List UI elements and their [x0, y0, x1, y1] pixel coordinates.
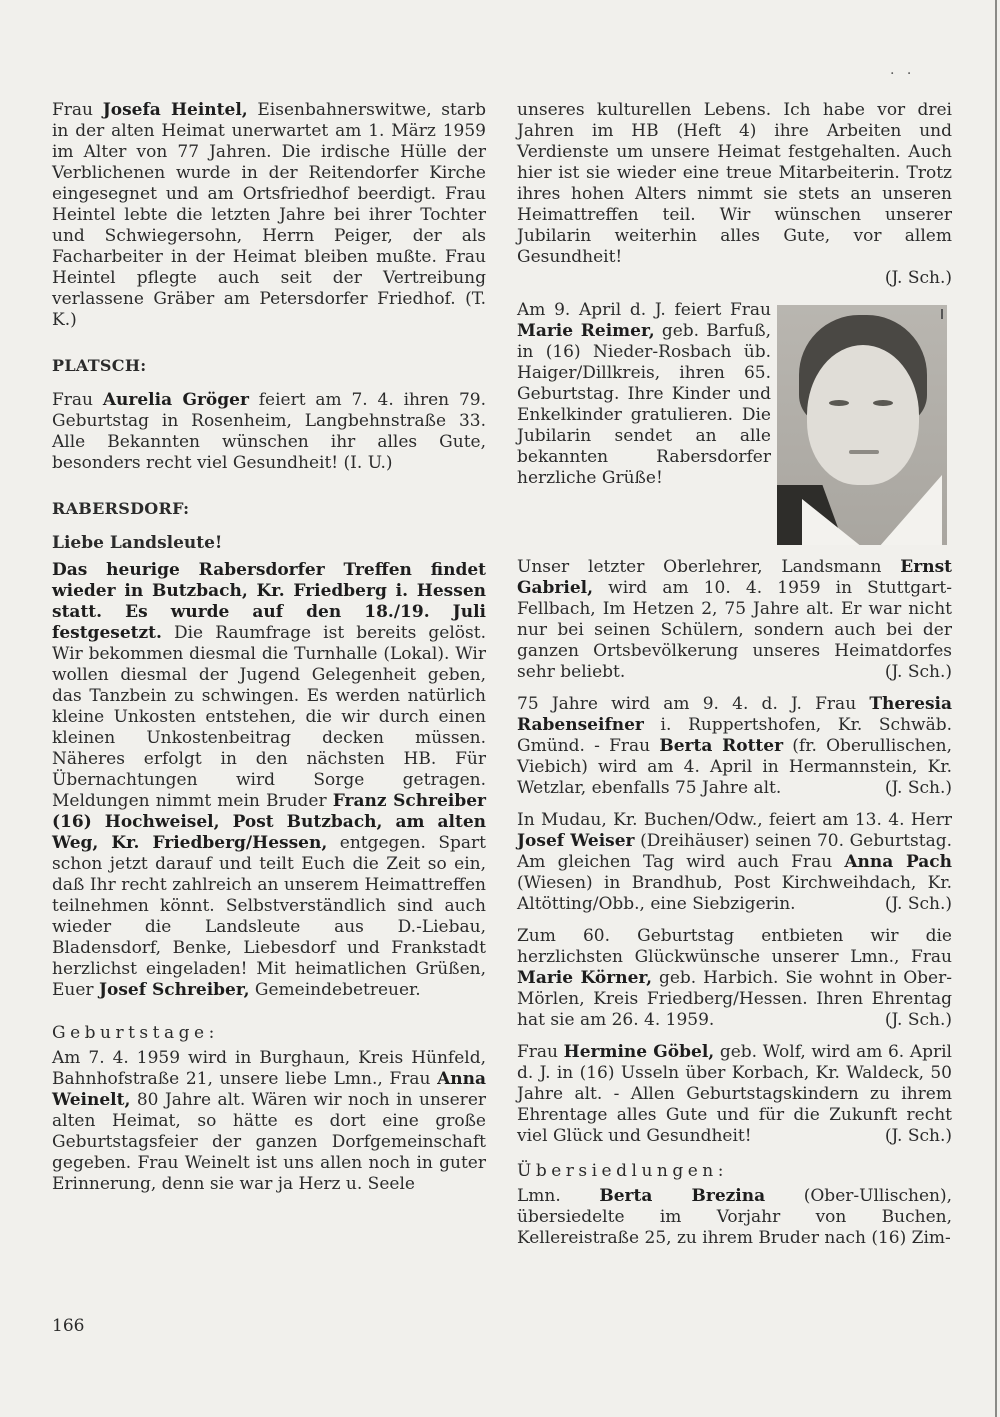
signature: (J. Sch.) — [884, 662, 952, 682]
continuation-weinelt: unseres kulturellen Lebens. Ich habe vor drei Jahren im HB (Heft 4) ihre Arbeiten und Verdienste um unsere Heimat festgehalten. Auch hier ist sie wieder eine treue Mitarbeiterin. Trotz ihres hohen Alters nimmt sie stets an unseren Heimattreffen teil. Wir wünschen unserer Jubilarin weiterhin alles Gute, vor allem Gesundheit! (J. Sch.) — [517, 100, 952, 288]
person-name: Hermine Göbel, — [563, 1042, 715, 1062]
portrait-photo — [777, 305, 947, 545]
signature: (J. Sch.) — [884, 1126, 952, 1146]
person-name: Aurelia Gröger — [102, 390, 249, 410]
person-name: Anna Weinelt, — [52, 1069, 486, 1110]
contact-address: Franz Schreiber (16) Hochweisel, Post Butzbach, am alten Weg, Kr. Friedberg/Hessen, — [52, 791, 486, 853]
section-heading-rabersdorf: RABERSDORF: — [52, 499, 190, 518]
page-edge-line — [995, 0, 997, 1417]
section-heading-geburtstage: Geburtstage: — [52, 1023, 219, 1043]
meeting-announcement: Das heurige Rabersdorfer Treffen findet wieder in Butzbach, Kr. Friedberg i. Hessen statt. Es wurde auf den 18./19. Juli festgesetzt. Die Raumfrage ist bereits gelöst. Wir bekommen diesmal die Turnhalle (Lokal). Wir wollen diesmal der Jugend Gelegenheit geben, das Tanzbein zu schwingen. Es werden natürlich kleine Unkosten entstehen, die wir durch einen kleinen Unkostenbeitrag decken müssen. Näheres erfolgt in den nächsten HB. Für Übernachtungen wird Sorge getragen. Meldungen nimmt mein Bruder Franz Schreiber (16) Hochweisel, Post Butzbach, am alten Weg, Kr. Friedberg/Hessen, entgegen. Spart schon jetzt darauf und teilt Euch die Zeit so ein, daß Ihr recht zahlreich an unserem Heimattreffen teilnehmen könnt. Selbstverständlich sind auch wieder die Landsleute aus D.-Liebau, Bladensdorf, Benke, Liebesdorf und Frankstadt herzlichst eingeladen! Mit heimatlichen Grüßen, Euer Josef Schreiber, Gemeindebetreuer. — [52, 560, 486, 1000]
birthday-goebel: Frau Hermine Göbel, geb. Wolf, wird am 6. April d. J. in (16) Usseln über Korbach, Kr. Waldeck, 50 Jahre alt. - Allen Geburtstagskindern zu ihrem Ehrentage alles Gute und für die Zukunft recht viel Glück und Gesundheit! (J. Sch.) — [517, 1042, 952, 1146]
person-name: Marie Körner, — [517, 968, 653, 988]
announcement-bold: Das heurige Rabersdorfer Treffen findet wieder in Butzbach, Kr. Friedberg i. Hessen statt. Es wurde auf den 18./19. Juli festgesetzt. — [52, 560, 486, 643]
signature: (J. Sch.) — [884, 1010, 952, 1030]
birthday-rabenseifner-rotter: 75 Jahre wird am 9. 4. d. J. Frau Theresia Rabenseifner i. Ruppertshofen, Kr. Schwäb. Gmünd. - Frau Berta Rotter (fr. Oberullischen, Viebich) wird am 4. April in Hermannstein, Kr. Wetzlar, ebenfalls 75 Jahre alt. (J. Sch.) — [517, 694, 952, 798]
reimer-block — [517, 300, 952, 545]
birthday-groeger: Frau Aurelia Gröger feiert am 7. 4. ihren 79. Geburtstag in Rosenheim, Langbehnstraße 33. Alle Bekannten wünschen ihr alles Gute, besonders recht viel Gesundheit! (I. U.) — [52, 390, 486, 473]
page-number: 166 — [52, 1316, 85, 1336]
person-name: Anna Pach — [844, 852, 952, 872]
birthday-gabriel: Unser letzter Oberlehrer, Landsmann Ernst Gabriel, wird am 10. 4. 1959 in Stuttgart-Fellbach, Im Hetzen 2, 75 Jahre alt. Er war nicht nur bei seinen Schülern, sondern auch bei der ganzen Ortsbevölkerung unseres Heimatdorfes sehr beliebt. (J. Sch.) — [517, 557, 952, 682]
signer-name: Josef Schreiber, — [98, 980, 250, 1000]
person-name: Josef Weiser — [517, 831, 635, 851]
person-name: Theresia Rabenseifner — [517, 694, 952, 735]
birthday-reimer: Am 9. April d. J. feiert Frau Marie Reimer, geb. Barfuß, in (16) Nieder-Rosbach üb. Haiger/Dillkreis, ihren 65. Geburtstag. Ihre Kinder und Enkelkinder gratulieren. Die Jubilarin sendet an alle bekannten Rabersdorfer herzliche Grüße! — [517, 300, 771, 488]
person-name: Josefa Heintel, — [102, 100, 248, 120]
section-heading-uebersiedlungen: Übersiedlungen: — [517, 1161, 728, 1181]
birthday-weinelt: Am 7. 4. 1959 wird in Burghaun, Kreis Hünfeld, Bahnhofstraße 21, unsere liebe Lmn., Frau Anna Weinelt, 80 Jahre alt. Wären wir noch in unserer alten Heimat, so hätte es dort eine große Geburtstagsfeier der ganzen Dorfgemeinschaft gegeben. Frau Weinelt ist uns allen noch in guter Erinnerung, denn sie war ja Herz u. Seele — [52, 1048, 486, 1194]
person-name: Ernst Gabriel, — [517, 557, 952, 598]
person-name: Berta Brezina — [599, 1186, 766, 1206]
relocation-brezina: Lmn. Berta Brezina (Ober-Ullischen), übersiedelte im Vorjahr von Buchen, Kellereistraße 25, zu ihrem Bruder nach (16) Zim- — [517, 1186, 953, 1248]
signature: (J. Sch.) — [884, 268, 952, 288]
right-column — [517, 100, 952, 1260]
birthday-koerner: Zum 60. Geburtstag entbieten wir die herzlichsten Glückwünsche unserer Lmn., Frau Marie Körner, geb. Harbich. Sie wohnt in Ober-Mörlen, Kreis Friedberg/Hessen. Ihren Ehrentag hat sie am 26. 4. 1959. (J. Sch.) — [517, 926, 952, 1030]
corner-marks: . . — [890, 62, 916, 78]
obituary-heintel: Frau Josefa Heintel, Eisenbahnerswitwe, starb in der alten Heimat unerwartet am 1. März 1959 im Alter von 77 Jahren. Die irdische Hülle der Verblichenen wurde in der Reitendorfer Kirche eingesegnet und am Ortsfriedhof beerdigt. Frau Heintel lebte die letzten Jahre bei ihrer Tochter und Schwiegersohn, Herrn Peiger, der als Facharbeiter in der Heimat bleiben mußte. Frau Heintel pflegte auch seit der Vertreibung verlassene Gräber am Petersdorfer Friedhof. (T. K.) — [52, 100, 486, 330]
signature: (J. Sch.) — [884, 778, 952, 798]
birthday-weiser-pach: In Mudau, Kr. Buchen/Odw., feiert am 13. 4. Herr Josef Weiser (Dreihäuser) seinen 70. Geburtstag. Am gleichen Tag wird auch Frau Anna Pach (Wiesen) in Brandhub, Post Kirchweihdach, Kr. Altötting/Obb., eine Siebzigerin. (J. Sch.) — [517, 810, 953, 914]
left-column — [52, 100, 486, 1206]
section-heading-platsch: PLATSCH: — [52, 356, 147, 375]
person-name: Marie Reimer, — [517, 321, 655, 341]
signature: (J. Sch.) — [884, 894, 952, 914]
greeting: Liebe Landsleute! — [52, 533, 223, 553]
person-name: Berta Rotter — [659, 736, 784, 756]
